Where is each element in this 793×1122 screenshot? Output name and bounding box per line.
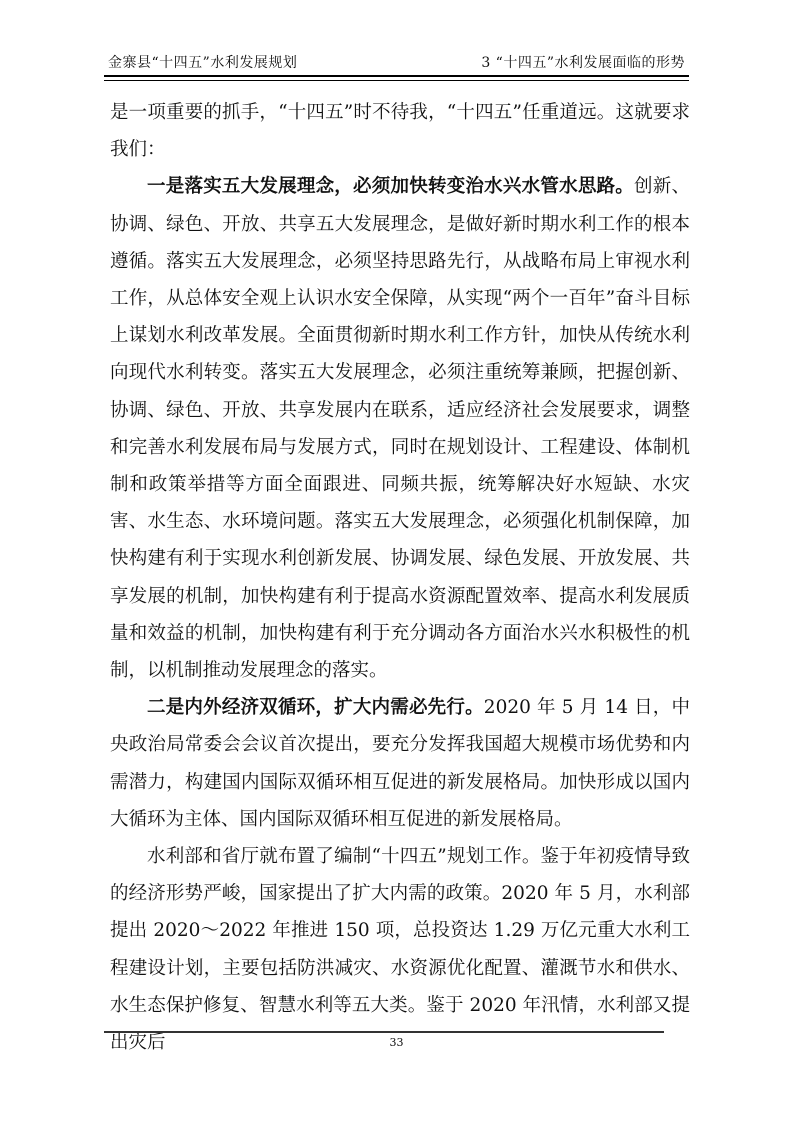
paragraph-text: 水利部和省厅就布置了编制“十四五”规划工作。鉴于年初疫情导致的经济形势严峻，国家提出了扩大内需的政策。2020 年 5 月，水利部提出 2020～2022 年推进 150 项，总投资达 1.29 万亿元重大水利工程建设计划，主要包括防洪减灾、水资源优化配置、灌溉节水和供水、水生态保护修复、智慧水利等五大类。鉴于 2020 年汛情，水利部又提出灾后 — [110, 846, 690, 1054]
paragraph-dual-circulation — [110, 689, 690, 838]
header-rule-thin — [104, 80, 689, 81]
footer-rule — [104, 1031, 664, 1033]
paragraph-five-concepts — [110, 168, 690, 689]
paragraph-continuation — [110, 94, 690, 168]
page-number: 33 — [389, 1036, 404, 1049]
paragraph-text: 是一项重要的抓手，“十四五”时不待我，“十四五”任重道远。这就要求我们： — [110, 102, 690, 161]
paragraph-lead: 一是落实五大发展理念，必须加快转变治水兴水管水思路。 — [147, 176, 635, 198]
paragraph-text: 创新、协调、绿色、开放、共享五大发展理念，是做好新时期水利工作的根本遵循。落实五大发展理念，必须坚持思路先行，从战略布局上审视水利工作，从总体安全观上认识水安全保障，从实现“两个一百年”奋斗目标上谋划水利改革发展。全面贯彻新时期水利工作方针，加快从传统水利向现代水利转变。落实五大发展理念，必须注重统筹兼顾，把握创新、协调、绿色、开放、共享发展内在联系，适应经济社会发展要求，调整和完善水利发展布局与发展方式，同时在规划设计、工程建设、体制机制和政策举措等方面全面跟进、同频共振，统筹解决好水短缺、水灾害、水生态、水环境问题。落实五大发展理念，必须强化机制保障，加快构建有利于实现水利创新发展、协调发展、绿色发展、开放发展、共享发展的机制，加快构建有利于提高水资源配置效率、提高水利发展质量和效益的机制，加快构建有利于充分调动各方面治水兴水积极性的机制，以机制推动发展理念的落实。 — [110, 176, 690, 682]
header-rule-thick — [104, 75, 689, 77]
paragraph-lead: 二是内外经济双循环，扩大内需必先行。 — [147, 697, 484, 719]
header-chapter-title: 3 “十四五”水利发展面临的形势 — [481, 55, 685, 71]
paragraph-ministry-plan — [110, 838, 690, 1061]
page-header — [104, 46, 689, 74]
paragraph-text: 2020 年 5 月 14 日，中央政治局常委会会议首次提出，要充分发挥我国超大规模市场优势和内需潜力，构建国内国际双循环相互促进的新发展格局。加快形成以国内大循环为主体、国内国际双循环相互促进的新发展格局。 — [110, 697, 690, 830]
header-document-title: 金寨县“十四五”水利发展规划 — [108, 55, 298, 71]
document-body — [110, 94, 690, 1061]
